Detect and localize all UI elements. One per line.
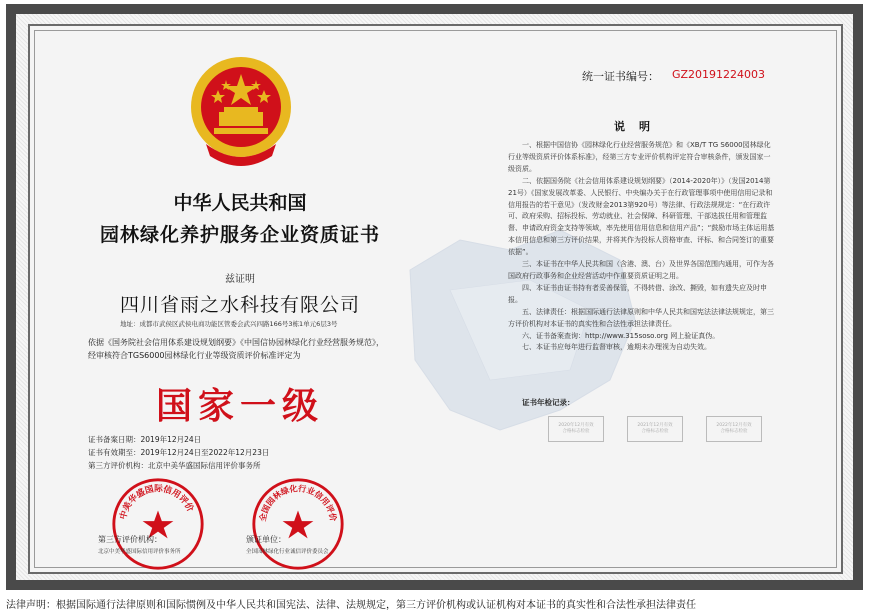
legal-statement: 法律声明：根据国际通行法律原则和国际惯例及中华人民共和国宪法、法律、法规规定，第三方评价机构或认证机构对本证书的真实性和合法性承担法律责任 — [6, 600, 696, 611]
company-name: 四川省雨之水科技有限公司 — [119, 294, 360, 316]
seal2-text: 全国园林绿化行业信用评价 — [257, 483, 339, 523]
evaluation-basis: 依据《国务院社会信用体系建设规划纲要》《中国信协园林绿化行业经营服务规范》，经审核符合TGS6000园林绿化行业等级资质评价标准评定为 — [88, 338, 384, 360]
evaluator-label: 第三方评价机构： — [98, 535, 162, 544]
national-emblem-icon — [186, 52, 296, 172]
certificate-title-line2: 园林绿化养护服务企业资质证书 — [99, 224, 380, 246]
notes-body — [508, 140, 776, 354]
certificate-number: GZ20191224003 — [672, 68, 766, 81]
issuer-name: 全国园林绿化行业诚信评价委员会 — [246, 549, 329, 555]
note-item: 七、本证书应每年进行监督审核，逾期未办理视为自动失效。 — [522, 343, 711, 352]
note-item: 三、本证书在中华人民共和国（含港、澳、台）及世界各国范围内通用，可作为各国政府行政事务和企业经营活动中作重要资质证明之用。 — [508, 260, 774, 280]
annual-stamp: 2021年12月有效 合格标志检验 — [627, 416, 683, 442]
record-date: 证书备案日期：2019年12月24日 — [88, 435, 202, 444]
evaluator-name: 北京中美华盛国际信用评价事务所 — [98, 549, 181, 555]
note-item: 一、根据中国信协《园林绿化行业经营服务规范》和《XB/T TG S6000园林绿化行业等级资质评价体系标准》，经第三方专业评价机构评定符合审核条件，颁发国家一级资质。 — [508, 141, 771, 173]
issuer-label: 颁证单位： — [246, 535, 286, 544]
third-party-evaluator: 第三方评价机构：北京中美华盛国际信用评价事务所 — [88, 461, 261, 470]
certificate-number-label: 统一证书编号： — [582, 70, 659, 83]
notes-title: 说明 — [614, 120, 664, 133]
qualification-level: 国家一级 — [155, 385, 324, 427]
certify-label: 兹证明 — [225, 274, 255, 285]
seal1-text: 中美华盛国际信用评价 — [118, 484, 195, 521]
note-item: 二、依据国务院《社会信用体系建设规划纲要》（2014-2020年）》（发国2014第21号）《国家发展改革委、人民银行、中央编办关于在行政管理事项中使用信用记录和信用报告的若干意见》（发改财金2013第920号）等法律、行政法规规定：“在行政许可、政府采购、招标投标、劳动就业、社会保障、科研管理、干部选拔任用和管理监督、申请政府资金支持等领域，率先使用信用信息和信用产品”；“鼓励市场主体运用基本信用信息和第三方评价结果，并将其作为投标人资格审查、评标、和合同签订的重要依据”。 — [508, 176, 775, 257]
evaluator-seal — [110, 476, 206, 572]
annual-inspection-label: 证书年检记录： — [522, 398, 575, 407]
note-item: 五、法律责任：根据国际通行法律原则和中华人民共和国宪法法律法规规定，第三方评价机构对本证书的真实性和合法性承担法律责任。 — [508, 307, 774, 328]
issuer-seal — [250, 476, 346, 572]
certificate-title-line1: 中华人民共和国 — [173, 192, 307, 214]
annual-stamp: 2020年12月有效 合格标志检验 — [548, 416, 604, 442]
valid-period: 证书有效期至：2019年12月24日至2022年12月23日 — [88, 448, 270, 457]
note-item: 四、本证书由证书持有者妥善保管，不得转借、涂改、撕毁，如有遗失应及时申报。 — [508, 283, 767, 304]
note-item: 六、证书备案查询：http://www.315soso.org 网上验证真伪。 — [522, 331, 720, 340]
annual-stamp: 2022年12月有效 合格标志检验 — [706, 416, 762, 442]
company-address: 地址：成都市武侯区武侯电商功能区管委会武兴四路166号3栋1单元6层3号 — [120, 320, 338, 328]
